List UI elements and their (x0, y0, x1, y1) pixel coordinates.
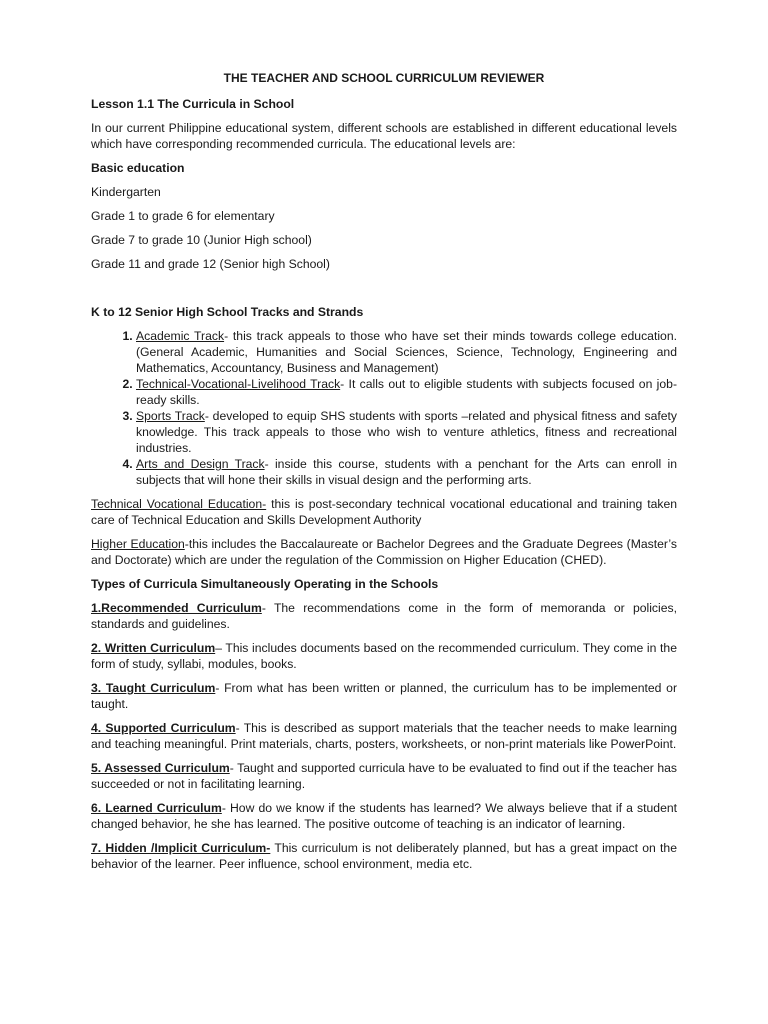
track-item (136, 456, 677, 488)
curriculum-description: - This is described as support materials that the teacher needs to make learning and teaching meaningful. Print materials, charts, posters, worksheets, or non-print materials like PowerPoint. (91, 721, 677, 751)
track-description: - this track appeals to those who have set their minds towards college education. (General Academic, Humanities and Social Sciences, Science, Technology, Engineering and Mathematics, Accountancy, Business and Management) (136, 329, 677, 375)
track-item (136, 328, 677, 376)
education-level: Grade 11 and grade 12 (Senior high School) (91, 257, 330, 271)
curriculum-item (91, 800, 677, 832)
curriculum-description: – This includes documents based on the recommended curriculum. They come in the form of study, syllabi, modules, books. (91, 641, 677, 671)
track-description: - It calls out to eligible students with subjects focused on job-ready skills. (136, 377, 677, 407)
track-item (136, 408, 677, 456)
track-term: Technical-Vocational-Livelihood Track (136, 377, 341, 391)
curriculum-description: - Taught and supported curricula have to be evaluated to find out if the teacher has succeeded or not in facilitating learning. (91, 761, 678, 791)
track-description: - inside this course, students with a penchant for the Arts can enroll in subjects that will hone their skills in visual design and the performing arts. (136, 457, 677, 487)
higher-ed-term: Higher Education (91, 537, 185, 551)
curriculum-description: This curriculum is not deliberately planned, but has a great impact on the behavior of the learner. Peer influence, school environment, media etc. (91, 841, 677, 871)
curriculum-term: 4. Supported Curriculum (91, 721, 236, 735)
curriculum-description: - The recommendations come in the form of memoranda or policies, standards and guidelines. (91, 601, 677, 631)
education-level: Grade 1 to grade 6 for elementary (91, 209, 275, 223)
tracks-list (91, 328, 677, 488)
curriculum-description: - How do we know if the students has learned? We always believe that if a student changed behavior, he she has learned. The positive outcome of teaching is an indicator of learning. (91, 801, 678, 831)
tech-voc-paragraph (91, 496, 677, 528)
curriculum-term: 2. Written Curriculum (91, 641, 216, 655)
curricula-heading: Types of Curricula Simultaneously Operating in the Schools (91, 577, 439, 591)
curriculum-term: 3. Taught Curriculum (91, 681, 216, 695)
track-item (136, 376, 677, 408)
curriculum-item (91, 840, 677, 872)
track-term: Academic Track (136, 329, 225, 343)
higher-ed-text: -this includes the Baccalaureate or Bachelor Degrees and the Graduate Degrees (Master’s and Doctorate) which are under the regulation of the Commission on Higher Education (CHED). (91, 537, 677, 567)
document-title: THE TEACHER AND SCHOOL CURRICULUM REVIEWER (223, 71, 545, 85)
tech-voc-text: this is post-secondary technical vocational educational and training taken care of Technical Education and Skills Development Authority (91, 497, 678, 527)
curriculum-term: 5. Assessed Curriculum (91, 761, 230, 775)
track-term: Arts and Design Track (136, 457, 265, 471)
higher-ed-paragraph (91, 536, 677, 568)
curriculum-term: 1.Recommended Curriculum (91, 601, 262, 615)
curriculum-term: 6. Learned Curriculum (91, 801, 222, 815)
curriculum-item (91, 600, 677, 632)
curriculum-item (91, 680, 677, 712)
track-term: Sports Track (136, 409, 205, 423)
basic-education-heading: Basic education (91, 161, 185, 175)
tracks-heading: K to 12 Senior High School Tracks and Strands (91, 305, 364, 319)
tech-voc-term: Technical Vocational Education- (91, 497, 267, 511)
curriculum-item (91, 760, 677, 792)
education-level: Kindergarten (91, 185, 161, 199)
curriculum-description: - From what has been written or planned, the curriculum has to be implemented or taught. (91, 681, 678, 711)
curriculum-item (91, 640, 677, 672)
education-level: Grade 7 to grade 10 (Junior High school) (91, 233, 312, 247)
track-description: - developed to equip SHS students with sports –related and physical fitness and safety knowledge. This track appeals to those who wish to venture athletics, fitness and recreational industries. (136, 409, 677, 455)
lesson-heading: Lesson 1.1 The Curricula in School (91, 97, 295, 111)
intro-paragraph: In our current Philippine educational system, different schools are established in different educational levels which have corresponding recommended curricula. The educational levels are: (91, 121, 677, 151)
curriculum-item (91, 720, 677, 752)
curriculum-term: 7. Hidden /Implicit Curriculum- (91, 841, 271, 855)
